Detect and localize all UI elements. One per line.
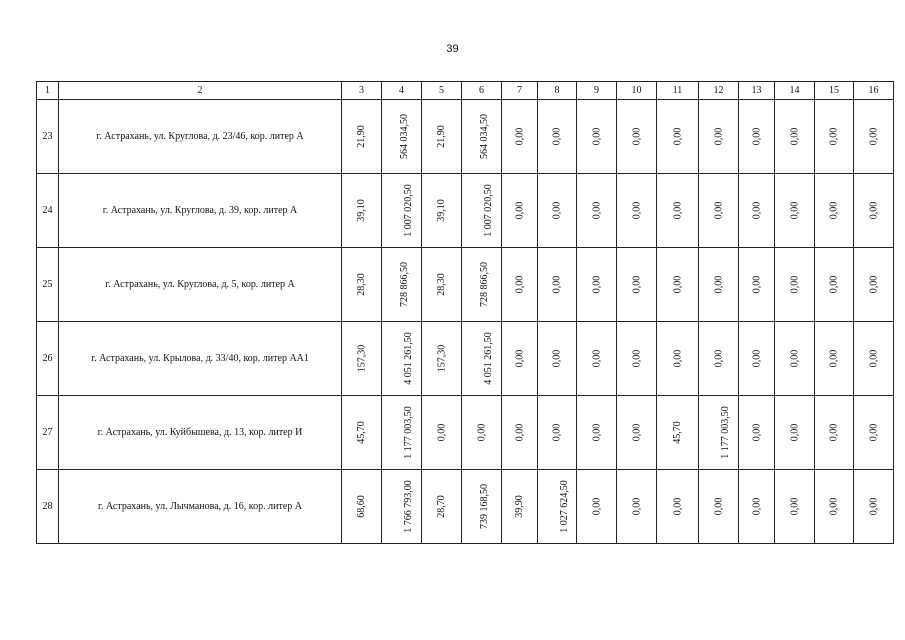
cell-value: 39,10: [356, 199, 367, 222]
value-cell: [502, 322, 538, 396]
value-cell: [657, 470, 699, 544]
value-cell: [739, 248, 775, 322]
page-number: 39: [446, 43, 459, 55]
column-header: 2: [59, 82, 342, 100]
column-header: 5: [422, 82, 462, 100]
table-row: [37, 470, 894, 544]
cell-value: 1 177 003,50: [719, 406, 731, 459]
cell-value: 0,00: [631, 349, 642, 368]
cell-value: 0,00: [551, 275, 563, 294]
cell-value: 0,00: [751, 497, 762, 516]
value-cell: [538, 174, 577, 248]
cell-value: 728 866,50: [479, 262, 490, 307]
cell-value: 0,00: [631, 423, 642, 442]
column-header: 12: [699, 82, 739, 100]
value-cell: [422, 248, 462, 322]
cell-value: 157,30: [436, 344, 447, 373]
cell-value: 0,00: [591, 349, 602, 368]
value-cell: [617, 470, 657, 544]
column-header: 16: [854, 82, 894, 100]
cell-value: 1 007 020,50: [402, 184, 414, 237]
value-cell: [854, 322, 894, 396]
column-header: 4: [382, 82, 422, 100]
value-cell: [739, 322, 775, 396]
cell-value: 0,00: [828, 127, 840, 146]
cell-value: 0,00: [436, 423, 447, 442]
cell-value: 0,00: [591, 497, 602, 516]
address-cell: г. Астрахань, ул. Круглова, д. 39, кор. литер А: [59, 174, 342, 248]
address-cell: г. Астрахань, ул. Круглова, д. 23/46, кор. литер А: [59, 100, 342, 174]
cell-value: 0,00: [713, 497, 724, 516]
column-header: 6: [462, 82, 502, 100]
cell-value: 28,70: [436, 495, 447, 518]
cell-value: 739 168,50: [479, 484, 490, 529]
cell-value: 0,00: [789, 201, 800, 220]
cell-value: 0,00: [672, 127, 683, 146]
value-cell: [775, 248, 815, 322]
value-cell: [854, 396, 894, 470]
value-cell: [657, 322, 699, 396]
cell-value: 21,90: [436, 125, 447, 148]
cell-value: 0,00: [551, 349, 563, 368]
cell-value: 39,10: [436, 199, 447, 222]
value-cell: [699, 396, 739, 470]
cell-value: 39,90: [514, 495, 525, 518]
cell-value: 0,00: [631, 127, 642, 146]
cell-value: 0,00: [751, 275, 762, 294]
cell-value: 0,00: [868, 423, 879, 442]
cell-value: 0,00: [868, 275, 879, 294]
cell-value: 1 766 793,00: [402, 480, 414, 533]
cell-value: 0,00: [514, 127, 525, 146]
value-cell: [577, 322, 617, 396]
cell-value: 0,00: [672, 201, 683, 220]
value-cell: [577, 100, 617, 174]
cell-value: 0,00: [789, 349, 800, 368]
value-cell: [577, 248, 617, 322]
cell-value: 0,00: [631, 201, 642, 220]
cell-value: 0,00: [713, 201, 724, 220]
column-header: 1: [37, 82, 59, 100]
value-cell: [382, 100, 422, 174]
value-cell: [422, 396, 462, 470]
value-cell: [342, 248, 382, 322]
value-cell: [422, 100, 462, 174]
value-cell: [739, 174, 775, 248]
value-cell: [462, 396, 502, 470]
value-cell: [815, 174, 854, 248]
value-cell: [775, 174, 815, 248]
cell-value: 0,00: [868, 201, 879, 220]
value-cell: [502, 100, 538, 174]
column-header: 9: [577, 82, 617, 100]
value-cell: [739, 100, 775, 174]
column-header: 7: [502, 82, 538, 100]
table-row: [37, 322, 894, 396]
column-header: 11: [657, 82, 699, 100]
value-cell: [382, 470, 422, 544]
cell-value: 0,00: [789, 127, 800, 146]
value-cell: [577, 396, 617, 470]
value-cell: [657, 100, 699, 174]
value-cell: [462, 470, 502, 544]
cell-value: 0,00: [672, 349, 683, 368]
cell-value: 0,00: [828, 349, 840, 368]
cell-value: 28,30: [356, 273, 367, 296]
cell-value: 0,00: [672, 275, 683, 294]
column-header: 10: [617, 82, 657, 100]
address-cell: г. Астрахань, ул. Лычманова, д. 16, кор. литер А: [59, 470, 342, 544]
value-cell: [538, 470, 577, 544]
cell-value: 0,00: [789, 423, 800, 442]
value-cell: [342, 396, 382, 470]
row-number: 23: [37, 100, 59, 174]
cell-value: 0,00: [591, 275, 602, 294]
column-header: 13: [739, 82, 775, 100]
table-row: [37, 248, 894, 322]
value-cell: [382, 396, 422, 470]
cell-value: 0,00: [751, 201, 762, 220]
row-number: 26: [37, 322, 59, 396]
address-cell: г. Астрахань, ул. Крылова, д. 33/40, кор. литер АА1: [59, 322, 342, 396]
cell-value: 0,00: [713, 127, 724, 146]
value-cell: [775, 396, 815, 470]
column-header: 14: [775, 82, 815, 100]
column-header: 3: [342, 82, 382, 100]
value-cell: [422, 174, 462, 248]
value-cell: [657, 396, 699, 470]
value-cell: [538, 322, 577, 396]
value-cell: [538, 396, 577, 470]
cell-value: 45,70: [356, 421, 367, 444]
cell-value: 28,30: [436, 273, 447, 296]
cell-value: 0,00: [828, 201, 840, 220]
value-cell: [815, 396, 854, 470]
cell-value: 68,60: [356, 495, 367, 518]
cell-value: 0,00: [476, 423, 487, 442]
cell-value: 0,00: [713, 349, 724, 368]
value-cell: [462, 248, 502, 322]
value-cell: [422, 322, 462, 396]
value-cell: [502, 174, 538, 248]
value-cell: [342, 322, 382, 396]
value-cell: [699, 100, 739, 174]
value-cell: [699, 174, 739, 248]
cell-value: 0,00: [514, 201, 525, 220]
value-cell: [577, 470, 617, 544]
cell-value: 0,00: [868, 349, 879, 368]
value-cell: [854, 100, 894, 174]
address-cell: г. Астрахань, ул. Круглова, д. 5, кор. литер А: [59, 248, 342, 322]
value-cell: [342, 174, 382, 248]
header-row: [37, 82, 894, 100]
value-cell: [577, 174, 617, 248]
value-cell: [815, 248, 854, 322]
cell-value: 0,00: [789, 275, 800, 294]
value-cell: [617, 322, 657, 396]
value-cell: [342, 100, 382, 174]
cell-value: 0,00: [591, 423, 602, 442]
value-cell: [657, 174, 699, 248]
value-cell: [382, 174, 422, 248]
row-number: 28: [37, 470, 59, 544]
cell-value: 0,00: [828, 275, 840, 294]
cell-value: 0,00: [591, 201, 602, 220]
value-cell: [815, 470, 854, 544]
value-cell: [617, 248, 657, 322]
cell-value: 0,00: [751, 127, 762, 146]
row-number: 24: [37, 174, 59, 248]
cell-value: 564 034,50: [479, 114, 490, 159]
value-cell: [502, 396, 538, 470]
cell-value: 0,00: [551, 423, 563, 442]
value-cell: [775, 100, 815, 174]
cell-value: 0,00: [751, 423, 762, 442]
cell-value: 0,00: [868, 497, 879, 516]
value-cell: [775, 322, 815, 396]
value-cell: [815, 322, 854, 396]
table-body: [37, 100, 894, 544]
cell-value: 0,00: [713, 275, 724, 294]
column-header: 15: [815, 82, 854, 100]
cell-value: 0,00: [751, 349, 762, 368]
cell-value: 0,00: [631, 275, 642, 294]
cell-value: 0,00: [514, 349, 525, 368]
cell-value: 21,90: [356, 125, 367, 148]
cell-value: 0,00: [591, 127, 602, 146]
cell-value: 157,30: [356, 344, 367, 373]
cell-value: 0,00: [672, 497, 683, 516]
cell-value: 0,00: [514, 275, 525, 294]
value-cell: [699, 322, 739, 396]
column-header: 8: [538, 82, 577, 100]
cell-value: 0,00: [789, 497, 800, 516]
value-cell: [739, 396, 775, 470]
cell-value: 1 027 624,50: [558, 480, 570, 533]
address-cell: г. Астрахань, ул. Куйбышева, д. 13, кор. литер И: [59, 396, 342, 470]
data-table: [36, 81, 894, 544]
table-row: [37, 174, 894, 248]
cell-value: 728 866,50: [399, 262, 410, 307]
value-cell: [739, 470, 775, 544]
value-cell: [657, 248, 699, 322]
value-cell: [462, 174, 502, 248]
value-cell: [538, 100, 577, 174]
cell-value: 1 177 003,50: [402, 406, 414, 459]
value-cell: [382, 322, 422, 396]
cell-value: 0,00: [868, 127, 879, 146]
cell-value: 0,00: [551, 201, 563, 220]
value-cell: [854, 174, 894, 248]
value-cell: [502, 248, 538, 322]
row-number: 27: [37, 396, 59, 470]
value-cell: [775, 470, 815, 544]
cell-value: 1 007 020,50: [482, 184, 494, 237]
value-cell: [617, 100, 657, 174]
value-cell: [342, 470, 382, 544]
cell-value: 564 034,50: [399, 114, 410, 159]
value-cell: [617, 396, 657, 470]
row-number: 25: [37, 248, 59, 322]
value-cell: [462, 100, 502, 174]
table-row: [37, 100, 894, 174]
cell-value: 45,70: [672, 421, 683, 444]
value-cell: [699, 248, 739, 322]
cell-value: 0,00: [631, 497, 642, 516]
table-row: [37, 396, 894, 470]
value-cell: [854, 248, 894, 322]
cell-value: 4 051 261,50: [482, 332, 494, 385]
cell-value: 0,00: [514, 423, 525, 442]
value-cell: [462, 322, 502, 396]
cell-value: 0,00: [551, 127, 563, 146]
cell-value: 0,00: [828, 497, 840, 516]
value-cell: [422, 470, 462, 544]
cell-value: 0,00: [828, 423, 840, 442]
cell-value: 4 051 261,50: [402, 332, 414, 385]
value-cell: [502, 470, 538, 544]
value-cell: [699, 470, 739, 544]
value-cell: [617, 174, 657, 248]
value-cell: [815, 100, 854, 174]
value-cell: [382, 248, 422, 322]
value-cell: [854, 470, 894, 544]
value-cell: [538, 248, 577, 322]
